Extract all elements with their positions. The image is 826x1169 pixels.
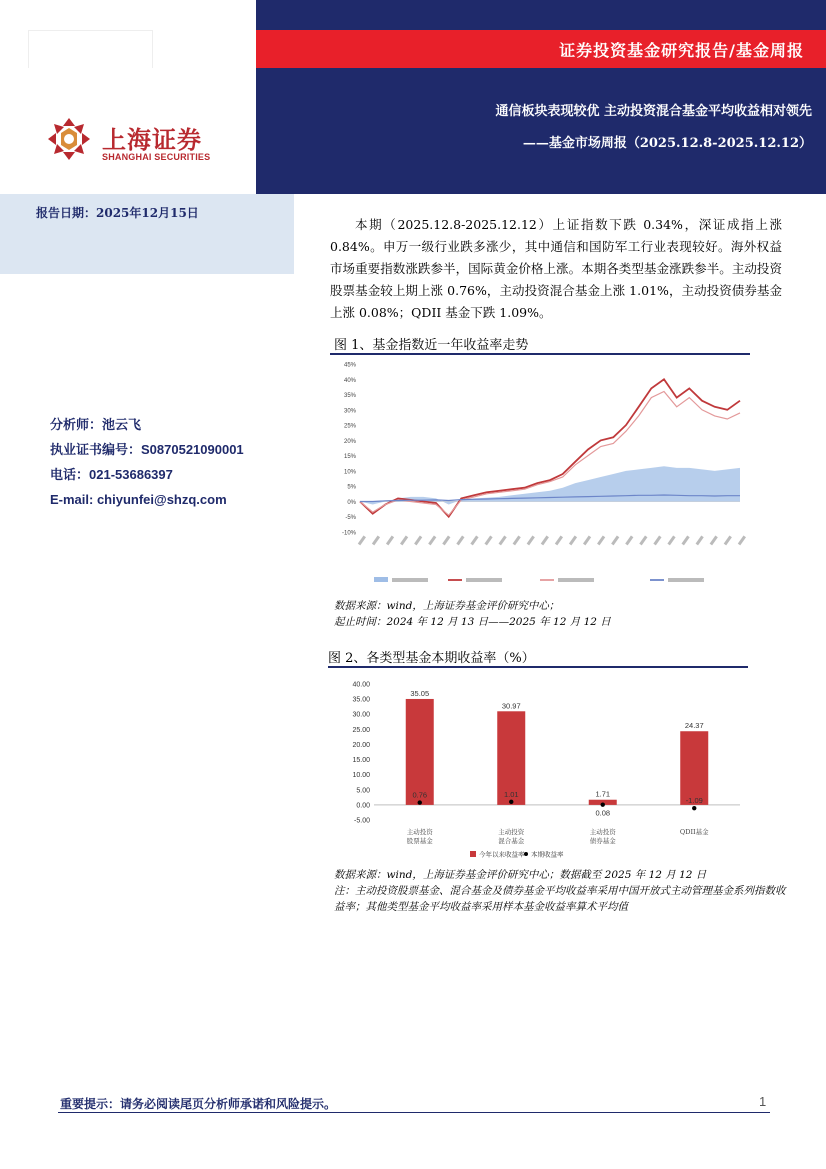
x-tick-label <box>499 535 507 545</box>
point-0 <box>418 800 422 804</box>
point-data-label: -1.09 <box>685 796 703 806</box>
y-tick-label: 40% <box>343 377 356 384</box>
header-left-box <box>28 30 153 70</box>
legend-label-1 <box>466 578 502 582</box>
y-tick-label: 35% <box>343 393 356 400</box>
figure1-source <box>334 598 611 630</box>
headline: 通信板块表现较优 主动投资混合基金平均收益相对领先 <box>495 104 812 119</box>
analyst-info <box>50 412 244 512</box>
footer-rule <box>58 1112 770 1113</box>
figure1-title: 图 1、基金指数近一年收益率走势 <box>334 338 529 353</box>
point-data-label: 0.08 <box>595 808 611 818</box>
x-tick-label <box>583 535 591 545</box>
x-tick-label <box>414 535 422 545</box>
legend-label-points: 本期收益率 <box>531 850 564 859</box>
x-tick-label <box>597 535 605 545</box>
x-tick-label <box>710 535 718 545</box>
x-tick-label <box>738 535 746 545</box>
x-tick-label <box>555 535 563 545</box>
company-logo <box>46 116 226 170</box>
report-date: 报告日期：2025年12月15日 <box>36 206 199 220</box>
x-tick-label: 股票基金 <box>406 837 433 845</box>
logo-emblem-icon <box>46 116 92 162</box>
y-tick-label: 0.00 <box>356 802 370 810</box>
x-tick-label <box>513 535 521 545</box>
x-tick-label: 混合基金 <box>498 837 525 845</box>
y-tick-label: 40.00 <box>352 681 370 689</box>
bar-data-label: 30.97 <box>501 701 521 711</box>
legend-label-bars: 今年以来收益率 <box>479 850 525 859</box>
y-tick-label: 45% <box>343 362 356 369</box>
bar-data-label: 35.05 <box>410 688 430 698</box>
analyst-email[interactable]: E-mail: chiyunfei@shzq.com <box>50 492 227 507</box>
series-area-0 <box>360 466 740 504</box>
y-tick-label: -10% <box>341 530 356 537</box>
x-tick-label <box>724 535 732 545</box>
x-tick-label: 主动投资 <box>406 828 433 836</box>
figure1-source-line1: 数据来源：wind，上海证券基金评价研究中心； <box>334 600 560 612</box>
x-tick-label: 债券基金 <box>589 837 616 845</box>
x-tick-label: QDII基金 <box>679 828 709 836</box>
headline-panel <box>256 68 826 194</box>
x-tick-label <box>653 535 661 545</box>
x-tick-label <box>527 535 535 545</box>
point-data-label: 0.76 <box>412 790 428 800</box>
x-tick-label <box>428 535 436 545</box>
y-tick-label: 30.00 <box>352 711 370 719</box>
y-tick-label: 5.00 <box>356 787 370 795</box>
y-tick-label: 15% <box>343 454 356 461</box>
header-banner <box>256 30 826 68</box>
x-tick-label <box>372 535 380 545</box>
x-tick-label <box>400 535 408 545</box>
x-tick-label <box>569 535 577 545</box>
analyst-cert: 执业证书编号：S0870521090001 <box>50 442 244 457</box>
logo-text-en: SHANGHAI SECURITIES <box>102 152 211 162</box>
point-3 <box>692 806 696 810</box>
x-tick-label <box>484 535 492 545</box>
x-tick-label <box>681 535 689 545</box>
figure1-rule <box>330 353 750 355</box>
y-tick-label: 10.00 <box>352 772 370 780</box>
x-tick-label <box>625 535 633 545</box>
x-tick-label <box>639 535 647 545</box>
figure1-source-line2: 起止时间：2024 年 12 月 13 日——2025 年 12 月 12 日 <box>334 616 611 628</box>
report-type-title: 证券投资基金研究报告/基金周报 <box>559 41 804 60</box>
x-tick-label <box>442 535 450 545</box>
figure2-chart <box>330 670 750 866</box>
x-tick-label <box>358 535 366 545</box>
legend-swatch-points <box>524 852 528 856</box>
bar-data-label: 1.71 <box>595 789 611 799</box>
analyst-phone: 电话：021-53686397 <box>50 467 173 482</box>
figure2-source <box>334 867 794 915</box>
x-tick-label <box>386 535 394 545</box>
header-top-band <box>256 0 826 30</box>
analyst-name: 分析师：池云飞 <box>50 417 142 432</box>
legend-label-2 <box>558 578 594 582</box>
x-tick-label <box>456 535 464 545</box>
legend-label-3 <box>668 578 704 582</box>
logo-text-cn: 上海证券 <box>102 126 202 154</box>
y-tick-label: 0% <box>347 499 356 506</box>
y-tick-label: 25% <box>343 423 356 430</box>
y-tick-label: 20.00 <box>352 741 370 749</box>
y-tick-label: 35.00 <box>352 696 370 704</box>
y-tick-label: -5% <box>345 515 356 522</box>
footer-notice: 重要提示：请务必阅读尾页分析师承诺和风险提示。 <box>60 1097 337 1111</box>
x-tick-label <box>470 535 478 545</box>
y-tick-label: 5% <box>347 484 356 491</box>
point-data-label: 1.01 <box>503 789 519 799</box>
y-tick-label: 20% <box>343 438 356 445</box>
point-2 <box>601 802 605 806</box>
x-tick-label <box>611 535 619 545</box>
figure2-source-line1: 数据来源：wind，上海证券基金评价研究中心；数据截至 2025 年 12 月 12 日 <box>334 869 707 881</box>
figure2-title: 图 2、各类型基金本期收益率（%） <box>328 651 535 666</box>
summary-paragraph: 本期（2025.12.8-2025.12.12）上证指数下跌 0.34%，深证成指上涨 0.84%。申万一级行业跌多涨少，其中通信和国防军工行业表现较好。海外权益市场重要指数涨跌参半，国际黄金价格上涨。本期各类型基金涨跌参半。主动投资股票基金较上期上涨 0.76%，主动投资混合基金上涨 1.01%，主动投资债券基金上涨 0.08%；QDII 基金下跌 1.09%。 <box>330 217 782 320</box>
figure1-chart <box>330 356 750 596</box>
figure2-rule <box>328 666 748 668</box>
x-tick-label <box>541 535 549 545</box>
legend-label-0 <box>392 578 428 582</box>
y-tick-label: -5.00 <box>354 817 370 825</box>
point-1 <box>509 800 513 804</box>
figure2-source-line2: 注：主动投资股票基金、混合基金及债券基金平均收益率采用中国开放式主动管理基金系列指数收益率；其他类型基金平均收益率采用样本基金收益率算术平均值 <box>334 885 786 913</box>
x-tick-label <box>667 535 675 545</box>
x-tick-label <box>696 535 704 545</box>
bar-3 <box>680 731 708 805</box>
page-number: 1 <box>759 1094 767 1109</box>
subheadline: ——基金市场周报（2025.12.8-2025.12.12） <box>522 136 812 151</box>
y-tick-label: 30% <box>343 408 356 415</box>
legend-swatch-0 <box>374 577 388 582</box>
x-tick-label: 主动投资 <box>589 828 616 836</box>
y-tick-label: 25.00 <box>352 726 370 734</box>
legend-swatch-bars <box>470 851 476 857</box>
y-tick-label: 10% <box>343 469 356 476</box>
bar-data-label: 24.37 <box>684 721 704 731</box>
x-tick-label: 主动投资 <box>498 828 525 836</box>
y-tick-label: 15.00 <box>352 757 370 765</box>
bar-0 <box>406 699 434 805</box>
